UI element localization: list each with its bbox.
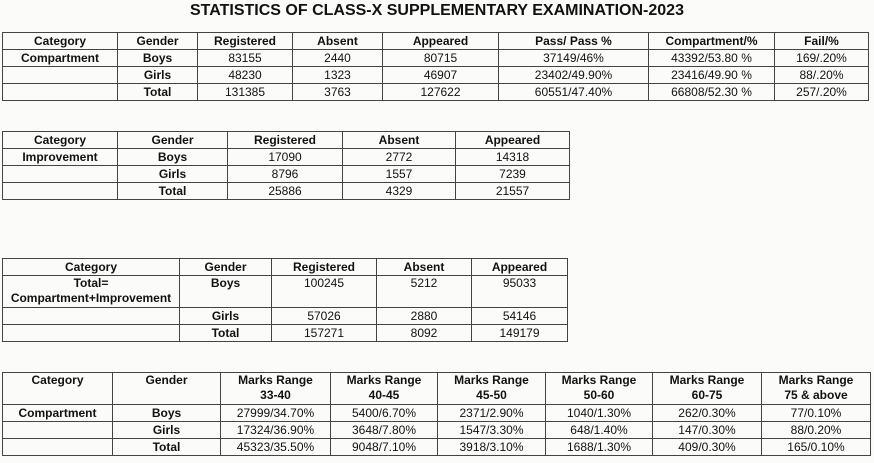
table-row [3, 325, 568, 342]
table-cell: 1557 [343, 166, 456, 183]
page-title: STATISTICS OF CLASS-X SUPPLEMENTARY EXAMINATION-2023 [190, 2, 684, 19]
header-cell: Marks Range 45-50 [438, 373, 546, 405]
table-cell: 1688/1.30% [546, 439, 653, 456]
table-cell: 3648/7.80% [331, 422, 438, 439]
table-cell: 9048/7.10% [331, 439, 438, 456]
table-cell [3, 439, 113, 456]
table-header-row [3, 132, 570, 149]
header-cell: Marks Range 40-45 [331, 373, 438, 405]
header-cell: Registered [198, 33, 293, 50]
table-cell: 27999/34.70% [221, 405, 331, 422]
header-cell: Category [3, 373, 113, 405]
table-row [3, 183, 570, 200]
header-cell: Appeared [456, 132, 570, 149]
table-cell [3, 67, 118, 84]
table-cell: 157271 [272, 325, 377, 342]
header-cell: Absent [343, 132, 456, 149]
table-cell: 25886 [228, 183, 343, 200]
header-cell: Fail/% [775, 33, 869, 50]
table-header-row [3, 33, 869, 50]
combined-stats-table [2, 258, 568, 342]
table-row [3, 439, 871, 456]
table-cell: 3763 [293, 84, 383, 101]
compartment-stats-table [2, 32, 869, 101]
table-cell [3, 422, 113, 439]
table-cell: 37149/46% [499, 50, 649, 67]
table-cell: 66808/52.30 % [649, 84, 775, 101]
table-row [3, 276, 568, 308]
header-cell: Gender [113, 373, 221, 405]
table-cell [3, 183, 118, 200]
header-cell: Registered [228, 132, 343, 149]
improvement-stats-table [2, 131, 570, 200]
header-cell: Category [3, 132, 118, 149]
table-cell [3, 166, 118, 183]
table-cell [3, 308, 180, 325]
table-cell: 23402/49.90% [499, 67, 649, 84]
table-cell: 60551/47.40% [499, 84, 649, 101]
table-cell: Total [113, 439, 221, 456]
header-cell: Absent [293, 33, 383, 50]
table-cell: 43392/53.80 % [649, 50, 775, 67]
table-cell: 100245 [272, 276, 377, 308]
table-row [3, 67, 869, 84]
header-cell: Marks Range 33-40 [221, 373, 331, 405]
table-cell: Boys [180, 276, 272, 308]
table-cell: 648/1.40% [546, 422, 653, 439]
table-row [3, 405, 871, 422]
table-cell: 88/.20% [775, 67, 869, 84]
table-cell: 5212 [377, 276, 472, 308]
table-cell: 21557 [456, 183, 570, 200]
table-cell: 127622 [383, 84, 499, 101]
table-cell: Girls [113, 422, 221, 439]
table-cell: Total [118, 183, 228, 200]
header-cell: Category [3, 259, 180, 276]
table-cell: 14318 [456, 149, 570, 166]
table-cell: Girls [180, 308, 272, 325]
table-cell: Boys [113, 405, 221, 422]
table-cell: 8092 [377, 325, 472, 342]
table-cell: 7239 [456, 166, 570, 183]
header-cell: Marks Range 60-75 [653, 373, 762, 405]
header-cell: Appeared [472, 259, 568, 276]
category-line-1: Total= [73, 276, 109, 290]
category-cell [3, 276, 180, 308]
table-cell: 262/0.30% [653, 405, 762, 422]
table-cell: Total [118, 84, 198, 101]
table-cell: 45323/35.50% [221, 439, 331, 456]
table-cell: 1040/1.30% [546, 405, 653, 422]
header-cell: Marks Range 50-60 [546, 373, 653, 405]
table-cell: 169/.20% [775, 50, 869, 67]
table-cell: 3918/3.10% [438, 439, 546, 456]
table-cell: 2440 [293, 50, 383, 67]
table-cell: 46907 [383, 67, 499, 84]
table-cell [3, 325, 180, 342]
header-cell: Appeared [383, 33, 499, 50]
table-cell: 17090 [228, 149, 343, 166]
table-cell: 77/0.10% [762, 405, 871, 422]
table-cell: 149179 [472, 325, 568, 342]
table-cell: Boys [118, 50, 198, 67]
table-cell: 2772 [343, 149, 456, 166]
table-row [3, 149, 570, 166]
table-row [3, 166, 570, 183]
table-cell: 131385 [198, 84, 293, 101]
table-cell: Total [180, 325, 272, 342]
table-cell: Girls [118, 166, 228, 183]
header-cell: Gender [118, 132, 228, 149]
table-cell: Girls [118, 67, 198, 84]
table-cell: 57026 [272, 308, 377, 325]
table-cell: 5400/6.70% [331, 405, 438, 422]
table-cell: 48230 [198, 67, 293, 84]
table-header-row [3, 373, 871, 405]
table-cell: 80715 [383, 50, 499, 67]
table-cell: 257/.20% [775, 84, 869, 101]
marks-range-table [2, 372, 871, 456]
table-row [3, 50, 869, 67]
table-cell: 1323 [293, 67, 383, 84]
table-cell: 4329 [343, 183, 456, 200]
header-cell: Gender [180, 259, 272, 276]
header-cell: Category [3, 33, 118, 50]
table-cell: 23416/49.90 % [649, 67, 775, 84]
table-cell: 95033 [472, 276, 568, 308]
table-cell: 2880 [377, 308, 472, 325]
table-cell: 2371/2.90% [438, 405, 546, 422]
table-cell: Improvement [3, 149, 118, 166]
table-cell: Compartment [3, 405, 113, 422]
table-cell: Boys [118, 149, 228, 166]
category-line-2: Compartment+Improvement [10, 291, 172, 305]
table-row [3, 422, 871, 439]
header-cell: Registered [272, 259, 377, 276]
header-cell: Pass/ Pass % [499, 33, 649, 50]
table-cell: 88/0.20% [762, 422, 871, 439]
table-cell [3, 84, 118, 101]
table-row [3, 84, 869, 101]
table-header-row [3, 259, 568, 276]
table-cell: 17324/36.90% [221, 422, 331, 439]
header-cell: Gender [118, 33, 198, 50]
table-cell: 54146 [472, 308, 568, 325]
table-row [3, 308, 568, 325]
table-cell: 165/0.10% [762, 439, 871, 456]
header-cell: Absent [377, 259, 472, 276]
table-cell: 1547/3.30% [438, 422, 546, 439]
header-cell: Compartment/% [649, 33, 775, 50]
table-cell: 147/0.30% [653, 422, 762, 439]
table-cell: Compartment [3, 50, 118, 67]
table-cell: 409/0.30% [653, 439, 762, 456]
table-cell: 83155 [198, 50, 293, 67]
header-cell: Marks Range 75 & above [762, 373, 871, 405]
table-cell: 8796 [228, 166, 343, 183]
